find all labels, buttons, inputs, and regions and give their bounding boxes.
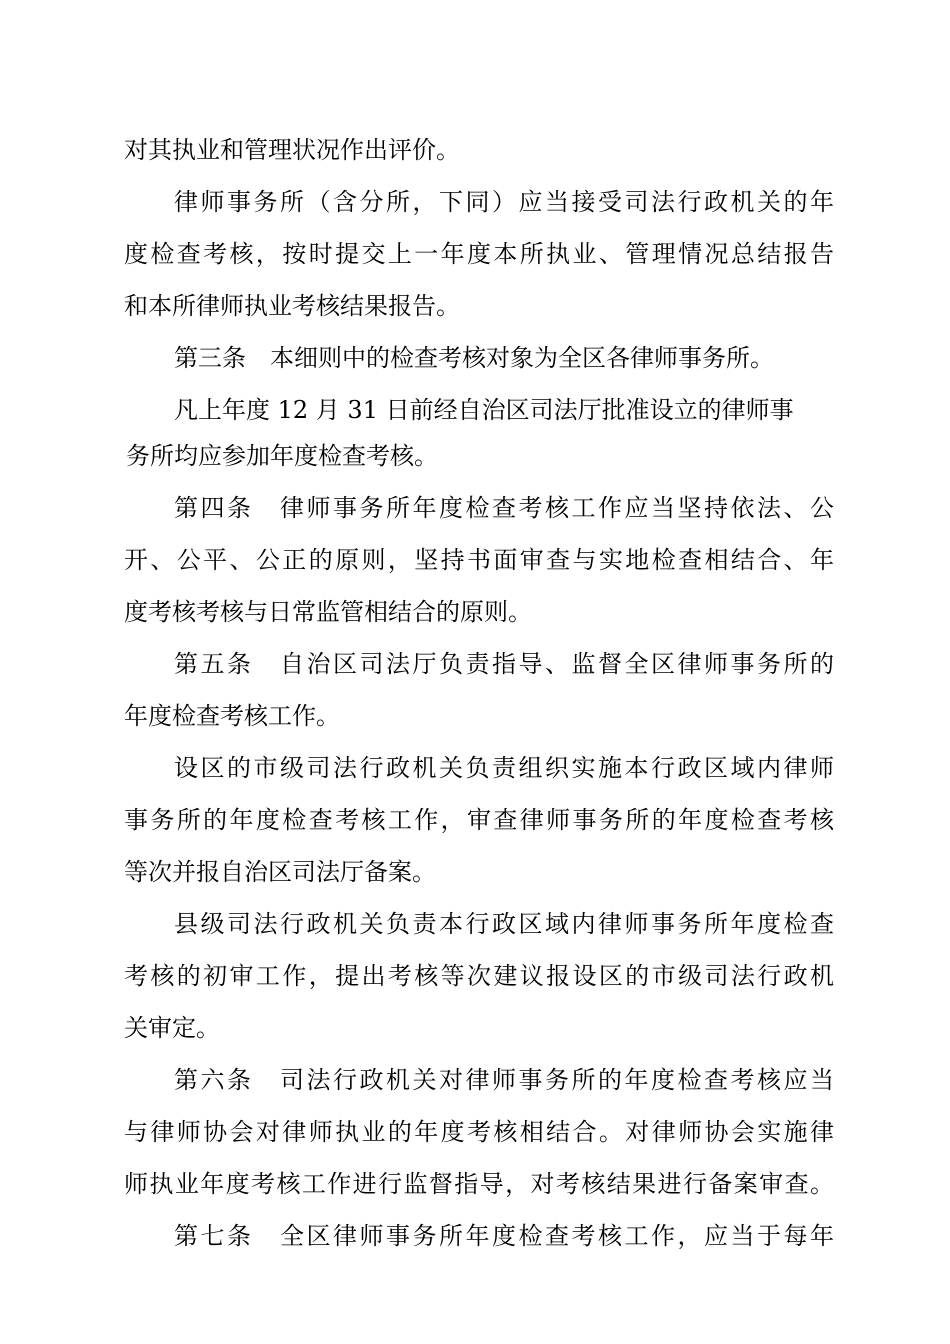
text-line: 对其执业和管理状况作出评价。 — [124, 136, 460, 164]
text-line: 度检查考核，按时提交上一年度本所执业、管理情况总结报告 — [124, 240, 834, 268]
text-line: 和本所律师执业考核结果报告。 — [124, 292, 460, 320]
text-line: 度考核考核与日常监管相结合的原则。 — [124, 598, 532, 626]
text-line: 县级司法行政机关负责本行政区域内律师事务所年度检查 — [174, 910, 834, 938]
text-line: 第六条 司法行政机关对律师事务所的年度检查考核应当 — [174, 1066, 834, 1094]
text-line: 等次并报自治区司法厅备案。 — [124, 858, 436, 886]
text-line: 关审定。 — [124, 1014, 220, 1042]
text-line: 第七条 全区律师事务所年度检查考核工作，应当于每年 — [174, 1222, 834, 1250]
text-line: 第三条 本细则中的检查考核对象为全区各律师事务所。 — [174, 344, 774, 372]
text-line: 与律师协会对律师执业的年度考核相结合。对律师协会实施律 — [124, 1118, 834, 1146]
text-line: 设区的市级司法行政机关负责组织实施本行政区域内律师 — [174, 754, 834, 782]
text-line: 第五条 自治区司法厅负责指导、监督全区律师事务所的 — [174, 650, 834, 678]
text-line: 律师事务所（含分所，下同）应当接受司法行政机关的年 — [174, 188, 834, 216]
text-line: 事务所的年度检查考核工作，审查律师事务所的年度检查考核 — [124, 806, 834, 834]
text-line: 务所均应参加年度检查考核。 — [126, 442, 438, 470]
text-line: 年度检查考核工作。 — [124, 702, 340, 730]
text-line: 第四条 律师事务所年度检查考核工作应当坚持依法、公 — [174, 494, 834, 522]
text-line: 凡上年度 12 月 31 日前经自治区司法厅批准设立的律师事 — [174, 396, 794, 424]
text-line: 开、公平、公正的原则，坚持书面审查与实地检查相结合、年 — [124, 546, 834, 574]
text-line: 师执业年度考核工作进行监督指导，对考核结果进行备案审查。 — [124, 1170, 834, 1198]
text-line: 考核的初审工作，提出考核等次建议报设区的市级司法行政机 — [124, 962, 834, 990]
